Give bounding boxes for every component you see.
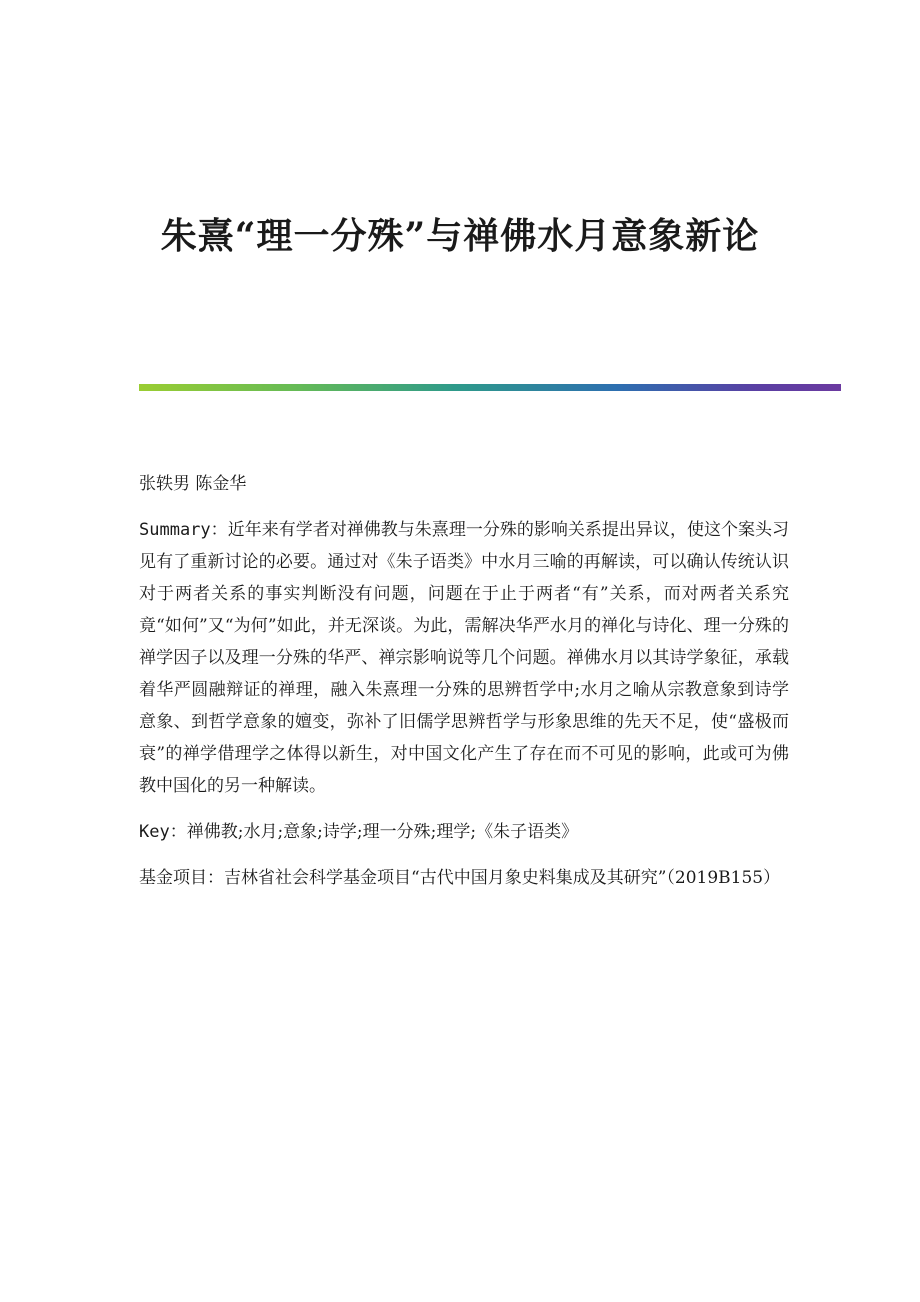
summary-paragraph (139, 514, 789, 802)
keywords-separator: ： (169, 822, 187, 842)
fund-text: 吉林省社会科学基金项目“古代中国月象史料集成及其研究”（2019B155） (224, 868, 781, 888)
summary-text: 近年来有学者对禅佛教与朱熹理一分殊的影响关系提出异议，使这个案头习见有了重新讨论的必要。通过对《朱子语类》中水月三喻的再解读，可以确认传统认识对于两者关系的事实判断没有问题，问题在于止于两者“有”关系，而对两者关系究竟“如何”又“为何”如此，并无深谈。为此，需解决华严水月的禅化与诗化、理一分殊的禅学因子以及理一分殊的华严、禅宗影响说等几个问题。禅佛水月以其诗学象征，承载着华严圆融辩证的禅理，融入朱熹理一分殊的思辨哲学中;水月之喻从宗教意象到诗学意象、到哲学意象的嬗变，弥补了旧儒学思辨哲学与形象思维的先天不足，使“盛极而衰”的禅学借理学之体得以新生，对中国文化产生了存在而不可见的影响，此或可为佛教中国化的另一种解读。 (139, 520, 790, 796)
paper-title: 朱熹“理一分殊”与禅佛水月意象新论 (160, 215, 760, 257)
paper-body (139, 468, 789, 894)
summary-label: Summary (139, 520, 211, 540)
fund-separator: ： (207, 868, 224, 888)
keywords-line (139, 816, 789, 848)
title-divider (139, 384, 841, 391)
keywords-text: 禅佛教;水月;意象;诗学;理一分殊;理学;《朱子语类》 (186, 822, 579, 842)
fund-label: 基金项目 (139, 868, 207, 888)
keywords-label: Key (139, 822, 170, 842)
fund-line (139, 862, 789, 894)
authors: 张轶男 陈金华 (139, 474, 247, 494)
summary-separator: ： (210, 520, 228, 540)
